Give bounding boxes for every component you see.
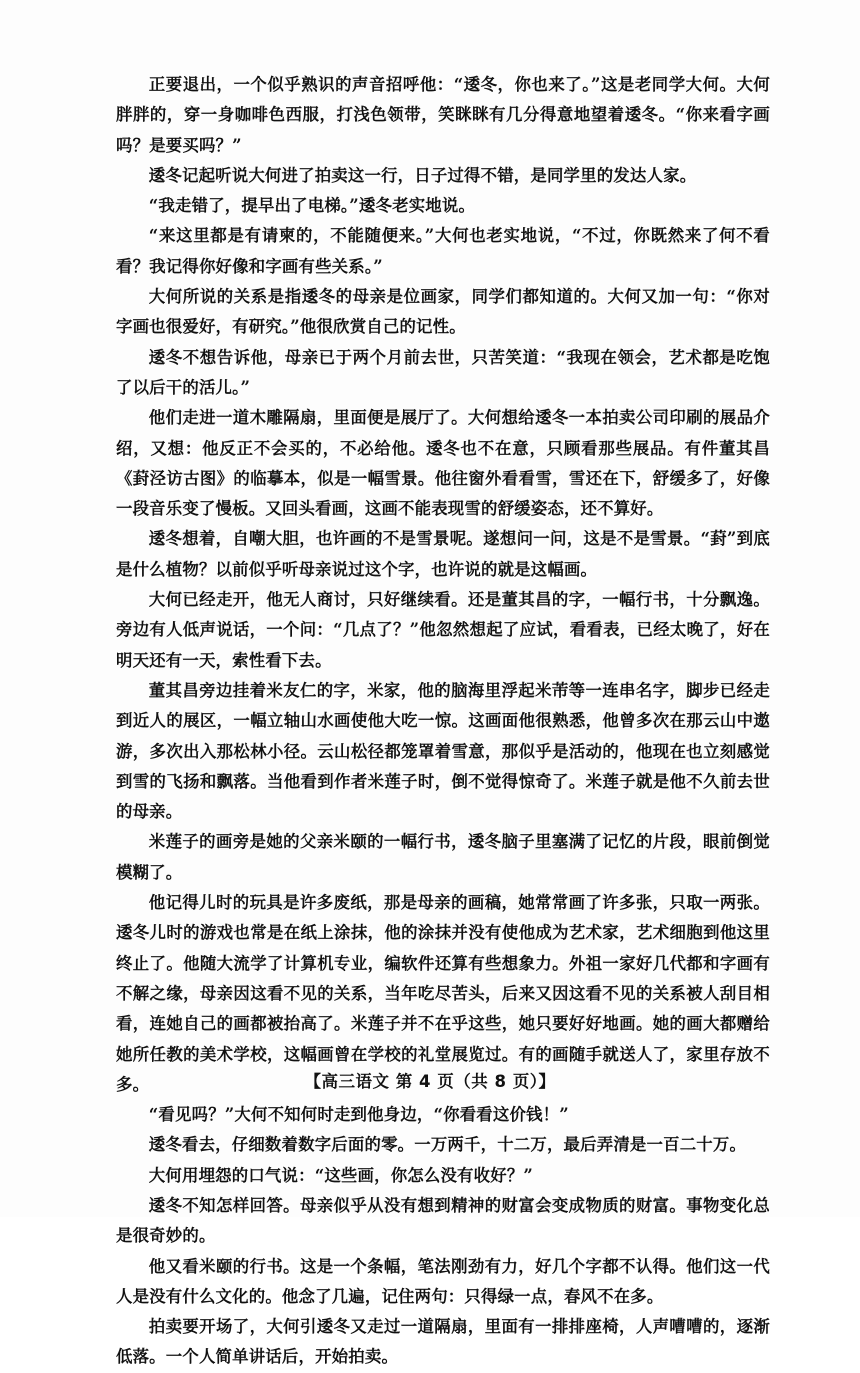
paragraph: “我走错了，提早出了电梯。”逶冬老实地说。 — [148, 196, 476, 216]
paragraph: 他又看米颐的行书。这是一个条幅，笔法刚劲有力，好几个字都不认得。他们这一代人是没有什么文化的。他念了几遍，记住两句：只得绿一点，春风不在多。 — [116, 1256, 770, 1306]
paragraph: 逶冬不想告诉他，母亲已于两个月前去世，只苦笑道：“我现在领会，艺术都是吃饱了以后干的活儿。” — [116, 347, 770, 397]
paragraph: 他记得儿时的玩具是许多废纸，那是母亲的画稿，她常常画了许多张，只取一两张。逶冬儿时的游戏也常是在纸上涂抹，他的涂抹并没有使他成为艺术家，艺术细胞到他这里终止了。他随大流学了计算机专业，编软件还算有些想象力。外祖一家好几代都和字画有不解之缘，母亲因这看不见的关系，当年吃尽苦头，后来又因这看不见的关系被人刮目相看，连她自己的画都被抬高了。米莲子并不在乎这些，她只要好好地画。她的画大都赠给她所任教的美术学校，这幅画曾在学校的礼堂展览过。有的画随手就送人了，家里存放不多。 — [116, 893, 770, 1094]
paragraph: 逶冬想着，自嘲大胆，也许画的不是雪景呢。遂想问一问，这是不是雪景。“葑”到底是什么植物？以前似乎听母亲说过这个字，也许说的就是这幅画。 — [116, 529, 770, 579]
paragraph: 逶冬记起听说大何进了拍卖这一行，日子过得不错，是同学里的发达人家。 — [148, 165, 697, 185]
paragraph: 大何所说的关系是指逶冬的母亲是位画家，同学们都知道的。大何又加一句：“你对字画也很爱好，有研究。”他很欣赏自己的记性。 — [116, 287, 770, 337]
paragraph: 大何已经走开，他无人商讨，只好继续看。还是董其昌的字，一幅行书，十分飘逸。旁边有人低声说话，一个问：“几点了？”他忽然想起了应试，看看表，已经太晚了，好在明天还有一天，索性看下去。 — [116, 590, 770, 670]
paragraph: 正要退出，一个似乎熟识的声音招呼他：“逶冬，你也来了。”这是老同学大何。大何胖胖的，穿一身咖啡色西服，打浅色领带，笑眯眯有几分得意地望着逶冬。“你来看字画吗？是要买吗？” — [116, 75, 770, 155]
paragraph: 逶冬看去，仔细数着数字后面的零。一万两千，十二万，最后弄清是一百二十万。 — [148, 1135, 747, 1155]
paragraph: 大何用埋怨的口气说：“这些画，你怎么没有收好？” — [148, 1165, 534, 1185]
paragraph: 拍卖要开场了，大何引逶冬又走过一道隔扇，里面有一排排座椅，人声嘈嘈的，逐渐低落。一个人简单讲话后，开始拍卖。 — [116, 1317, 770, 1367]
paragraph: “来这里都是有请柬的，不能随便来。”大何也老实地说，“不过，你既然来了何不看看？我记得你好像和字画有些关系。” — [116, 226, 770, 276]
paragraph: 他们走进一道木雕隔扇，里面便是展厅了。大何想给逶冬一本拍卖公司印刷的展品介绍，又想：他反正不会买的，不必给他。逶冬也不在意，只顾看那些展品。有件董其昌《葑泾访古图》的临摹本，似是一幅雪景。他往窗外看看雪，雪还在下，舒缓多了，好像一段音乐变了慢板。又回头看画，这画不能表现雪的舒缓姿态，还不算好。 — [116, 408, 770, 519]
paragraph: 逶冬不知怎样回答。母亲似乎从没有想到精神的财富会变成物质的财富。事物变化总是很奇妙的。 — [116, 1195, 770, 1246]
paragraph: 米莲子的画旁是她的父亲米颐的一幅行书，逶冬脑子里塞满了记忆的片段，眼前倒觉模糊了。 — [116, 832, 770, 882]
paragraph: 董其昌旁边挂着米友仁的字，米家，他的脑海里浮起米芾等一连串名字，脚步已经走到近人的展区，一幅立轴山水画使他大吃一惊。这画面他很熟悉，他曾多次在那云山中遨游，多次出入那松林小径。云山松径都笼罩着雪意，那似乎是活动的，他现在也立刻感觉到雪的飞扬和飘落。当他看到作者米莲子时，倒不觉得惊奇了。米莲子就是他不久前去世的母亲。 — [116, 680, 770, 822]
paragraph: “看见吗？”大何不知何时走到他身边，“你看看这价钱！” — [148, 1105, 569, 1125]
passage-body — [116, 70, 770, 1373]
page-footer: 【高三语文 第 4 页（共 8 页）】 — [304, 1072, 556, 1091]
